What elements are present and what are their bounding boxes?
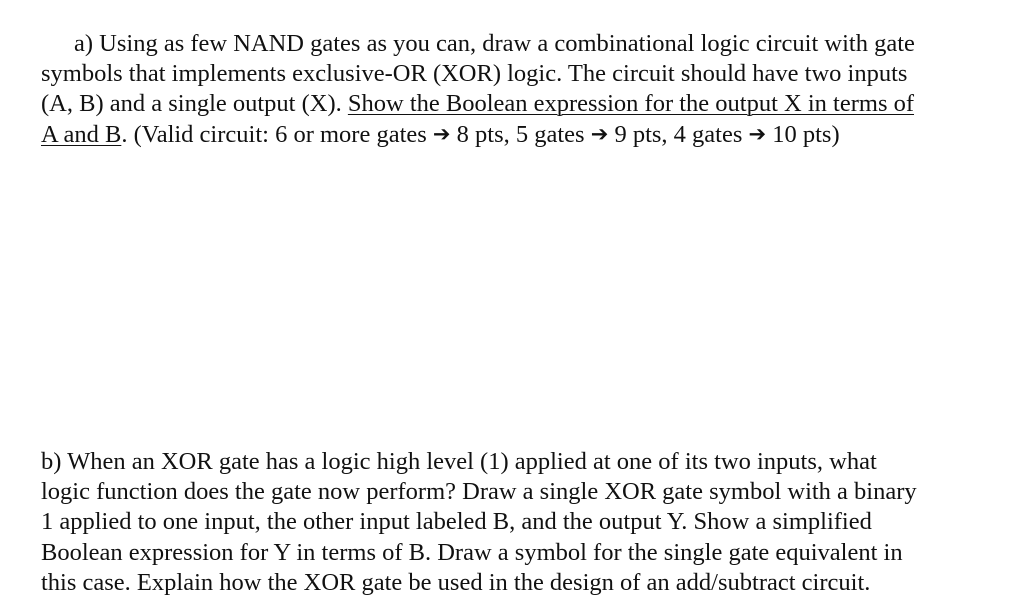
part-b-line-1: b) When an XOR gate has a logic high level (1) applied at one of its two inputs, what: [41, 448, 877, 475]
part-b-line-2: logic function does the gate now perform? Draw a single XOR gate symbol with a binary: [41, 478, 917, 506]
part-b-line-4: Boolean expression for Y in terms of B. Draw a symbol for the single gate equivalent in: [41, 538, 903, 566]
question-part-a: [41, 29, 1006, 150]
part-a-line-2: symbols that implements exclusive-OR (XOR) logic. The circuit should have two inputs: [41, 60, 908, 88]
part-a-instruction-underlined-end: A and B: [41, 120, 122, 148]
scoring-tier-2: 9 pts, 4 gates: [608, 120, 749, 148]
question-part-b: [41, 447, 1006, 598]
part-a-period: .: [121, 120, 134, 148]
arrow-icon: ➔: [748, 121, 767, 146]
part-b-line-3: 1 applied to one input, the other input labeled B, and the output Y. Show a simplified: [41, 508, 872, 536]
arrow-icon: ➔: [590, 121, 609, 146]
scoring-tier-3: 10 pts): [766, 120, 840, 148]
part-a-line-1: a) Using as few NAND gates as you can, draw a combinational logic circuit with gate: [74, 30, 915, 57]
part-b-line-5: this case. Explain how the XOR gate be used in the design of an add/subtract circuit.: [41, 568, 871, 596]
scoring-tier-1: 8 pts, 5 gates: [450, 120, 591, 148]
part-a-line-3: [41, 89, 1006, 119]
part-a-line-3-text: (A, B) and a single output (X).: [41, 90, 348, 118]
part-a-instruction-underlined: Show the Boolean expression for the output X in terms of: [347, 90, 915, 118]
part-a-line-4: [41, 120, 1006, 150]
scoring-prefix: (Valid circuit: 6 or more gates: [133, 120, 433, 148]
arrow-icon: ➔: [432, 121, 451, 146]
